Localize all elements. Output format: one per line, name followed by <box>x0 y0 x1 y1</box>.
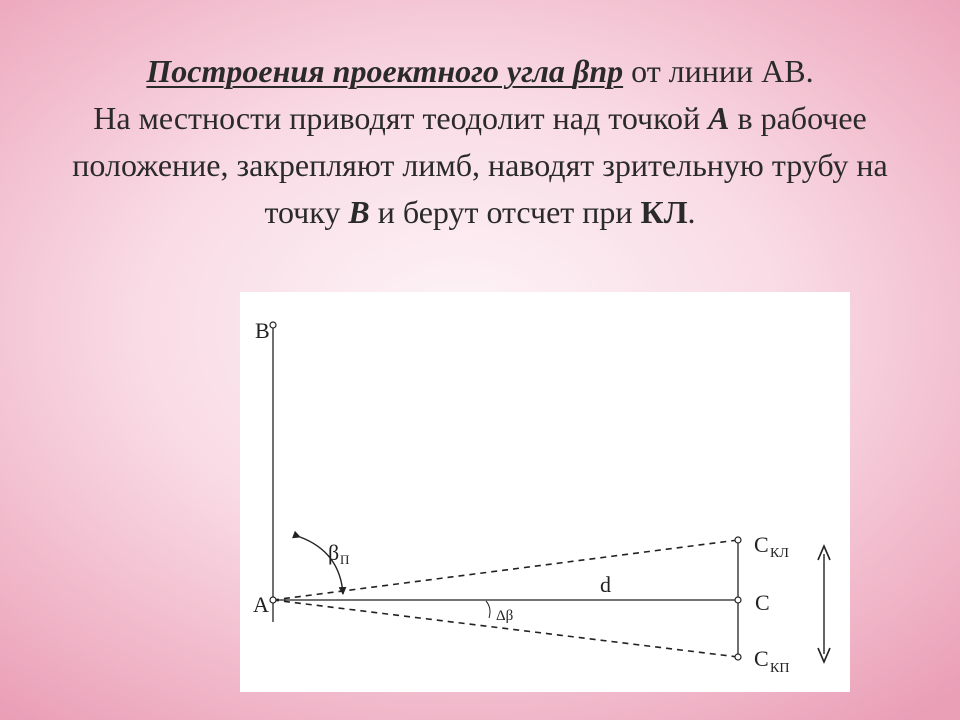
label-c-kl: С <box>754 532 769 557</box>
title-subscript: пр <box>589 53 624 89</box>
point-c-marker <box>735 597 741 603</box>
point-ckl-marker <box>735 537 741 543</box>
label-c-kp-subscript: КП <box>770 661 790 676</box>
title-text: Построения проектного угла <box>146 53 573 89</box>
angle-construction-diagram <box>240 292 850 692</box>
slide-title <box>146 53 623 89</box>
slide-text <box>40 48 920 236</box>
delta-beta-arc <box>486 601 490 618</box>
label-c: С <box>755 590 770 615</box>
label-c-kp: С <box>754 646 769 671</box>
label-delta-beta: Δβ <box>496 608 514 624</box>
diagram-panel <box>240 292 850 692</box>
label-beta-subscript: П <box>340 552 350 567</box>
point-b-bold: В <box>348 194 370 230</box>
title-beta-symbol: β <box>572 53 590 89</box>
point-a-marker <box>270 597 276 603</box>
line2-suffix: в рабочее положение, закрепляют лимб, наводят зрительную трубу на точку <box>72 100 888 230</box>
label-beta: β <box>328 540 340 565</box>
period: . <box>687 194 696 230</box>
label-c-kl-subscript: КЛ <box>770 546 789 561</box>
point-ckp-marker <box>735 654 741 660</box>
label-b: В <box>255 318 270 343</box>
point-a-bold: А <box>708 100 730 136</box>
line3-suffix: и берут отсчет при <box>369 194 641 230</box>
line2-prefix: На местности приводят теодолит над точкой <box>93 100 709 136</box>
label-a: А <box>253 592 269 617</box>
label-d: d <box>600 572 611 597</box>
line1-rest: от линии АВ. <box>623 53 814 89</box>
kl-bold: КЛ <box>640 194 688 230</box>
point-b-marker <box>270 322 276 328</box>
